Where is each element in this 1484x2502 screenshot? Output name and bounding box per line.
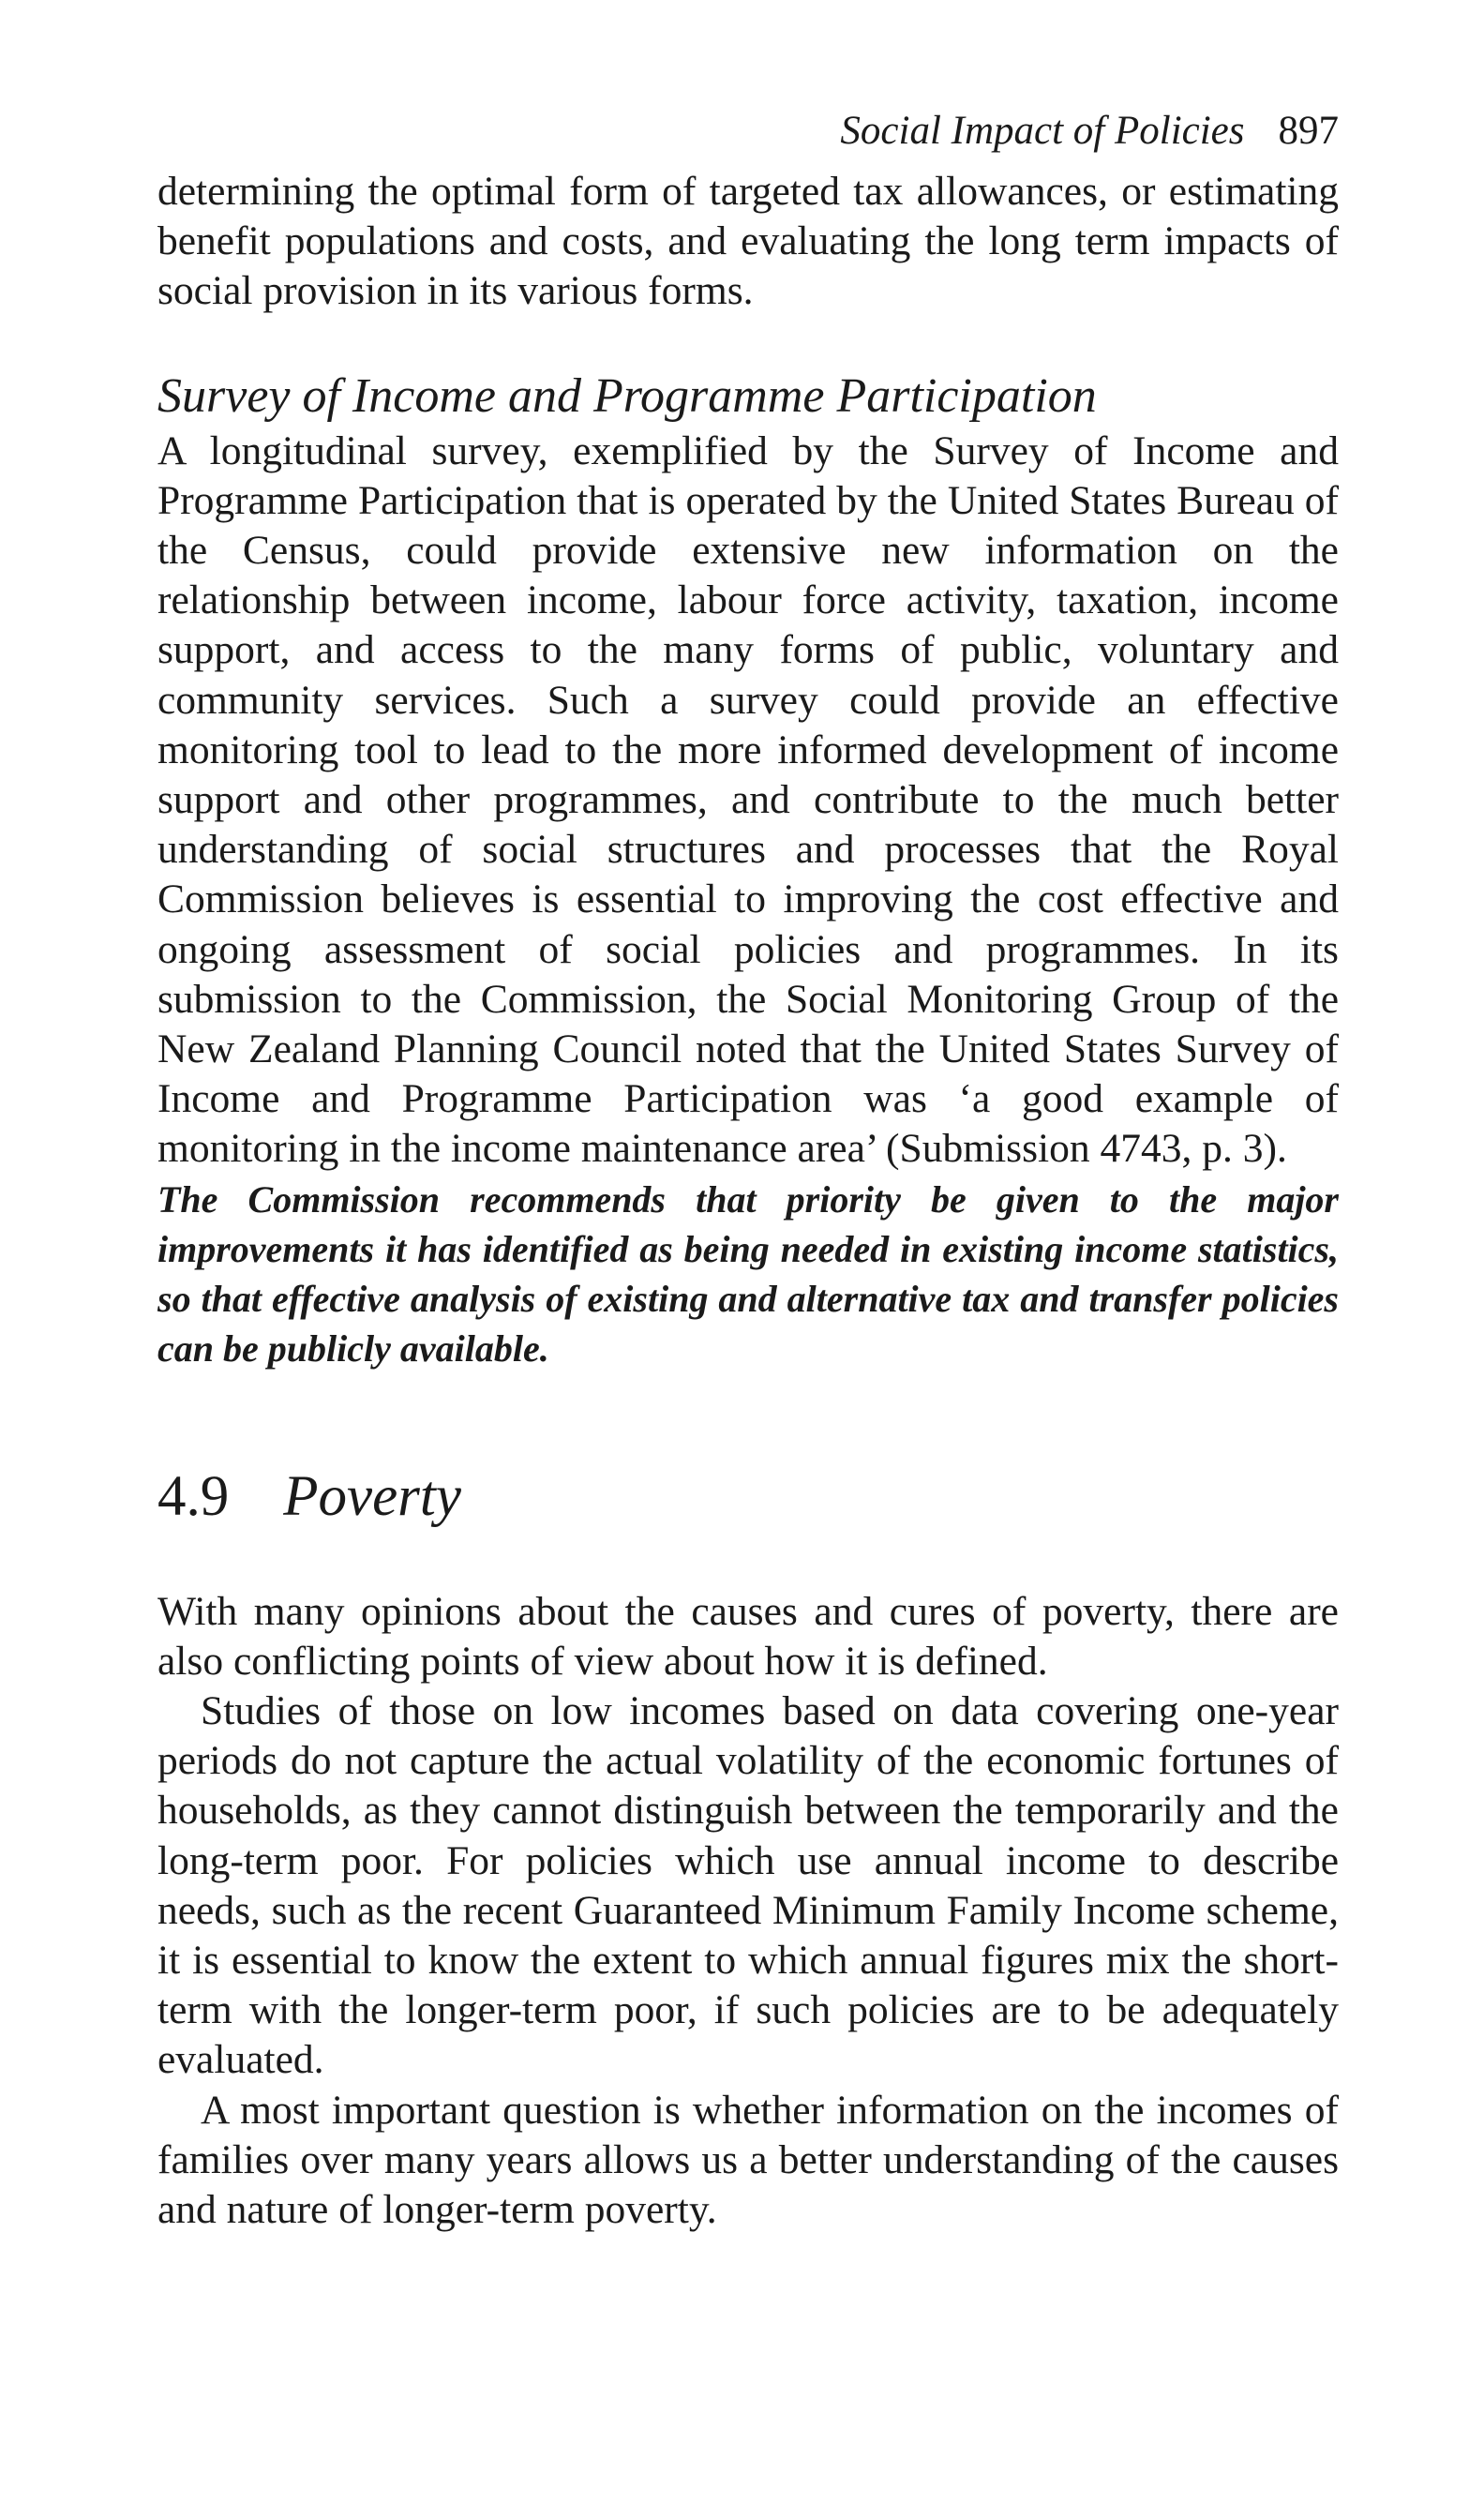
section-heading-poverty <box>157 1460 1339 1535</box>
page-number: 897 <box>1278 109 1339 153</box>
poverty-paragraph-2: Studies of those on low incomes based on data covering one-year periods do not capture the actual volatility of the economic fortunes of households, as they cannot distinguish between the temporarily and the long-term poor. For policies which use annual income to describe needs, such as the recent Guaranteed Minimum Family Income scheme, it is essential to know the extent to which annual figures mix the short-term with the longer-term poor, if such policies are to be adequately evaluated. <box>157 1688 1339 2083</box>
sipp-subheading: Survey of Income and Programme Participation <box>157 368 1097 423</box>
commission-recommendation: The Commission recommends that priority be given to the major improvements it has identified as being needed in existing income statistics, so that effective analysis of existing and alternative tax and transfer policies can be publicly available. <box>157 1177 1339 1370</box>
document-page <box>157 103 1339 2235</box>
poverty-paragraph-1: With many opinions about the causes and cures of poverty, there are also conflicting points of view about how it is defined. <box>157 1588 1339 1684</box>
running-header <box>157 103 1339 159</box>
opening-paragraph: determining the optimal form of targeted tax allowances, or estimating benefit populations and costs, and evaluating the long term impacts of social provision in its various forms. <box>157 169 1339 314</box>
running-title: Social Impact of Policies <box>840 109 1245 153</box>
poverty-paragraph-3: A most important question is whether information on the incomes of families over many years allows us a better understanding of the causes and nature of longer-term poverty. <box>157 2087 1339 2233</box>
section-number: 4.9 <box>157 1464 230 1528</box>
section-title: Poverty <box>283 1464 461 1528</box>
sipp-paragraph: A longitudinal survey, exemplified by the Survey of Income and Programme Participation that is operated by the United States Bureau of the Census, could provide extensive new information on the relationship between income, labour force activity, taxation, income support, and access to the many forms of public, voluntary and community services. Such a survey could provide an effective monitoring tool to lead to the more informed development of income support and other programmes, and contribute to the much better understanding of social structures and processes that the Royal Commission believes is essential to improving the cost effective and ongoing assessment of social policies and programmes. In its submission to the Commission, the Social Monitoring Group of the New Zealand Planning Council noted that the United States Survey of Income and Programme Participation was ‘a good example of monitoring in the income maintenance area’ (Submission 4743, p. 3). <box>157 427 1339 1172</box>
